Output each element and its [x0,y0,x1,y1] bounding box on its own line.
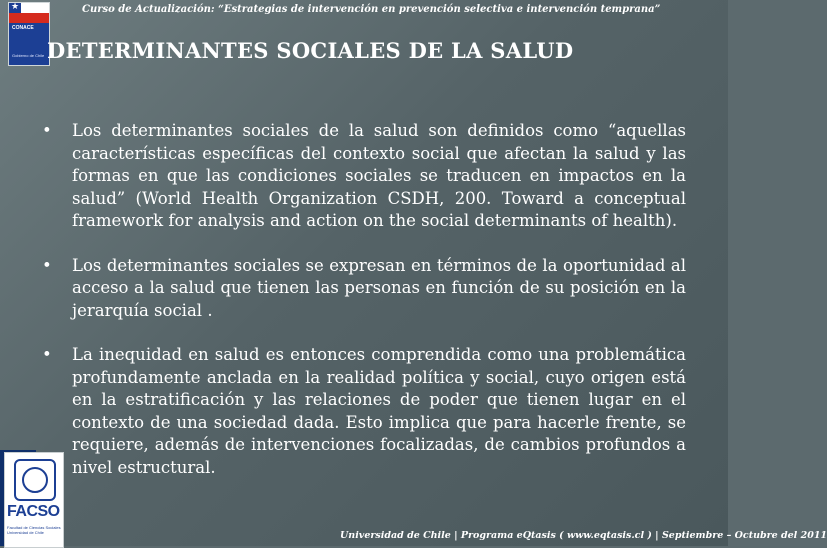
flag-red-stripe [9,13,49,23]
facso-subtitle: Facultad de Ciencias Sociales Universidad de Chile [7,525,61,535]
bullet-text: Los determinantes sociales de la salud son definidos como “aquellas características específicas del contexto social que afectan la salud y las formas en que las condiciones sociales se traducen en impactos en la salud” (World Health Organization CSDH, 200. Toward a conceptual framework for analysis and action on the social determinants of health). [72,121,686,230]
conace-logo [8,2,50,66]
flag-star-icon: ★ [11,2,20,12]
flag-white-stripe [21,3,49,13]
conace-sub-text: Gobierno de Chile [12,53,45,58]
course-title: Curso de Actualización: “Estrategias de intervención en prevención selectiva e intervención temprana” [82,4,661,15]
bullet-list [42,120,686,501]
conace-brand-text: CONACE [12,25,34,31]
bullet-item [42,344,686,479]
bullet-icon: • [42,121,52,140]
bullet-item [42,120,686,233]
facso-emblem-circle [22,467,48,493]
slide-title: DETERMINANTES SOCIALES DE LA SALUD [47,38,574,63]
footer-credits: Universidad de Chile | Programa eQtasis ( www.eqtasis.cl ) | Septiembre – Octubre del 2011 [340,530,827,541]
bullet-text: Los determinantes sociales se expresan en términos de la oportunidad al acceso a la salud que tienen las personas en función de su posición en la jerarquía social . [72,255,686,320]
header-bar [0,0,728,20]
facso-emblem-icon [14,459,56,501]
bullet-icon: • [42,255,52,275]
facso-logo [4,452,64,548]
bullet-item [42,255,686,323]
facso-wordmark: FACSO [7,503,60,520]
bullet-icon: • [42,345,52,364]
bullet-text: La inequidad en salud es entonces comprendida como una problemática profundamente anclada en la realidad política y social, cuyo origen está en la estratificación y las relaciones de poder que tienen lugar en el contexto de una sociedad dada. Esto implica que para hacerle frente, se requiere, además de intervenciones focalizadas, de cambios profundos a nivel estructural. [72,345,686,477]
